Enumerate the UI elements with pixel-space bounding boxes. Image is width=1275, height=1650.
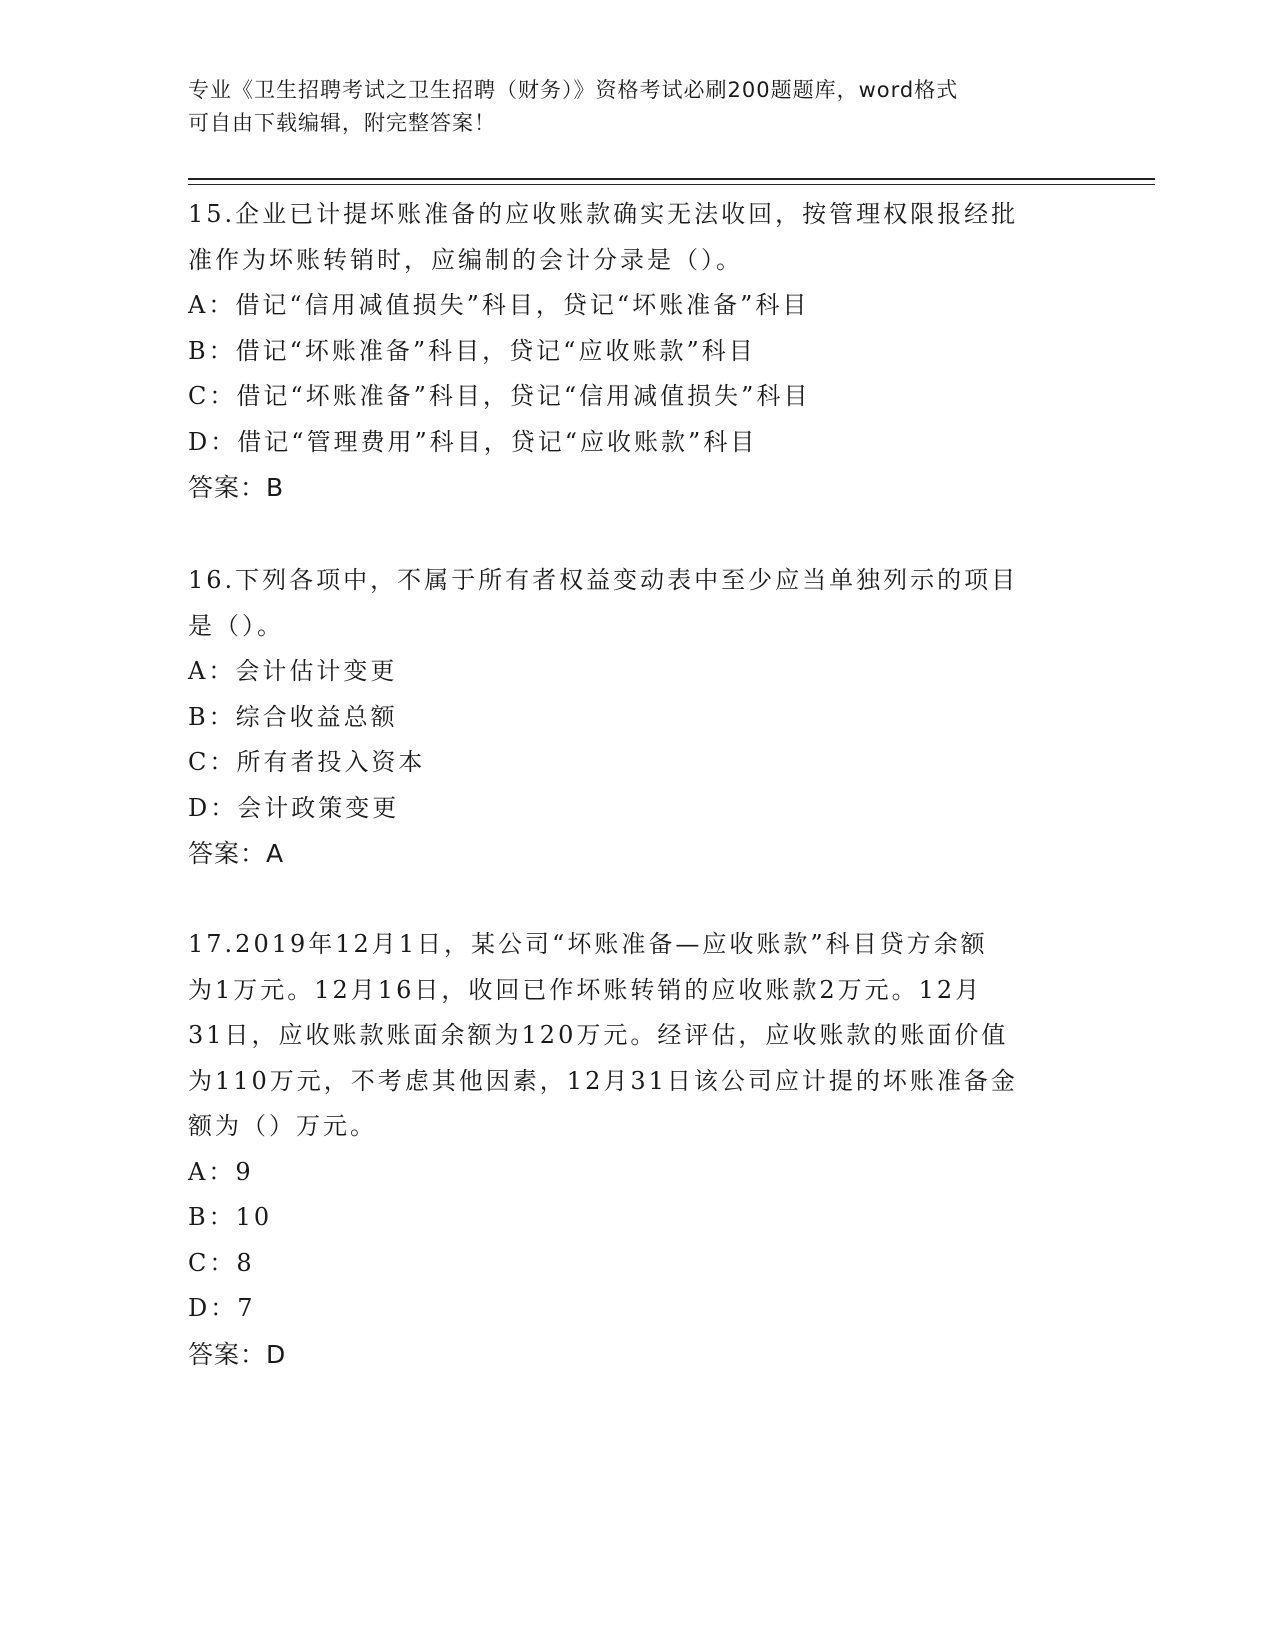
question-stem-line: 为110万元，不考虑其他因素，12月31日该公司应计提的坏账准备金 xyxy=(188,1066,1018,1095)
question-15 xyxy=(188,192,1088,511)
question-stem-line: 16.下列各项中，不属于所有者权益变动表中至少应当单独列示的项目 xyxy=(188,566,1019,594)
question-stem-line: 额为（）万元。 xyxy=(188,1112,377,1140)
header-line-1: 专业《卫生招聘考试之卫生招聘（财务）》资格考试必刷200题题库，word格式 xyxy=(188,78,959,102)
answer-line: 答案：B xyxy=(188,473,285,502)
question-16 xyxy=(188,558,1088,877)
question-17 xyxy=(188,922,1088,1377)
option-c: C：8 xyxy=(188,1248,255,1277)
option-a: A：借记“信用减值损失”科目，贷记“坏账准备”科目 xyxy=(188,291,810,319)
header-divider-thin xyxy=(188,184,1155,185)
question-stem-line: 31日，应收账款账面余额为120万元。经评估，应收账款的账面价值 xyxy=(188,1021,1009,1049)
option-d: D：借记“管理费用”科目，贷记“应收账款”科目 xyxy=(188,427,758,456)
option-a: A：9 xyxy=(188,1157,254,1186)
answer-line: 答案：D xyxy=(188,1339,287,1369)
question-stem-line: 为1万元。12月16日，收回已作坏账转销的应收账款2万元。12月 xyxy=(188,975,983,1004)
option-b: B：综合收益总额 xyxy=(188,702,398,731)
option-a: A：会计估计变更 xyxy=(188,657,398,685)
option-b: B：10 xyxy=(188,1203,273,1231)
answer-line: 答案：A xyxy=(188,839,285,868)
option-c: C：所有者投入资本 xyxy=(188,748,426,776)
option-d: D：7 xyxy=(188,1294,256,1322)
question-stem-line: 17.2019年12月1日，某公司“坏账准备—应收账款”科目贷方余额 xyxy=(188,930,988,958)
header-divider-thick xyxy=(188,178,1155,180)
document-header xyxy=(188,74,1088,140)
question-stem-line: 15.企业已计提坏账准备的应收账款确实无法收回，按管理权限报经批 xyxy=(188,200,1019,228)
option-d: D：会计政策变更 xyxy=(188,793,400,822)
header-line-2: 可自由下载编辑，附完整答案！ xyxy=(188,111,496,135)
question-stem-line: 准作为坏账转销时，应编制的会计分录是（）。 xyxy=(188,245,743,274)
option-b: B：借记“坏账准备”科目，贷记“应收账款”科目 xyxy=(188,336,756,365)
question-stem-line: 是（）。 xyxy=(188,611,284,640)
option-c: C：借记“坏账准备”科目，贷记“信用减值损失”科目 xyxy=(188,382,811,410)
